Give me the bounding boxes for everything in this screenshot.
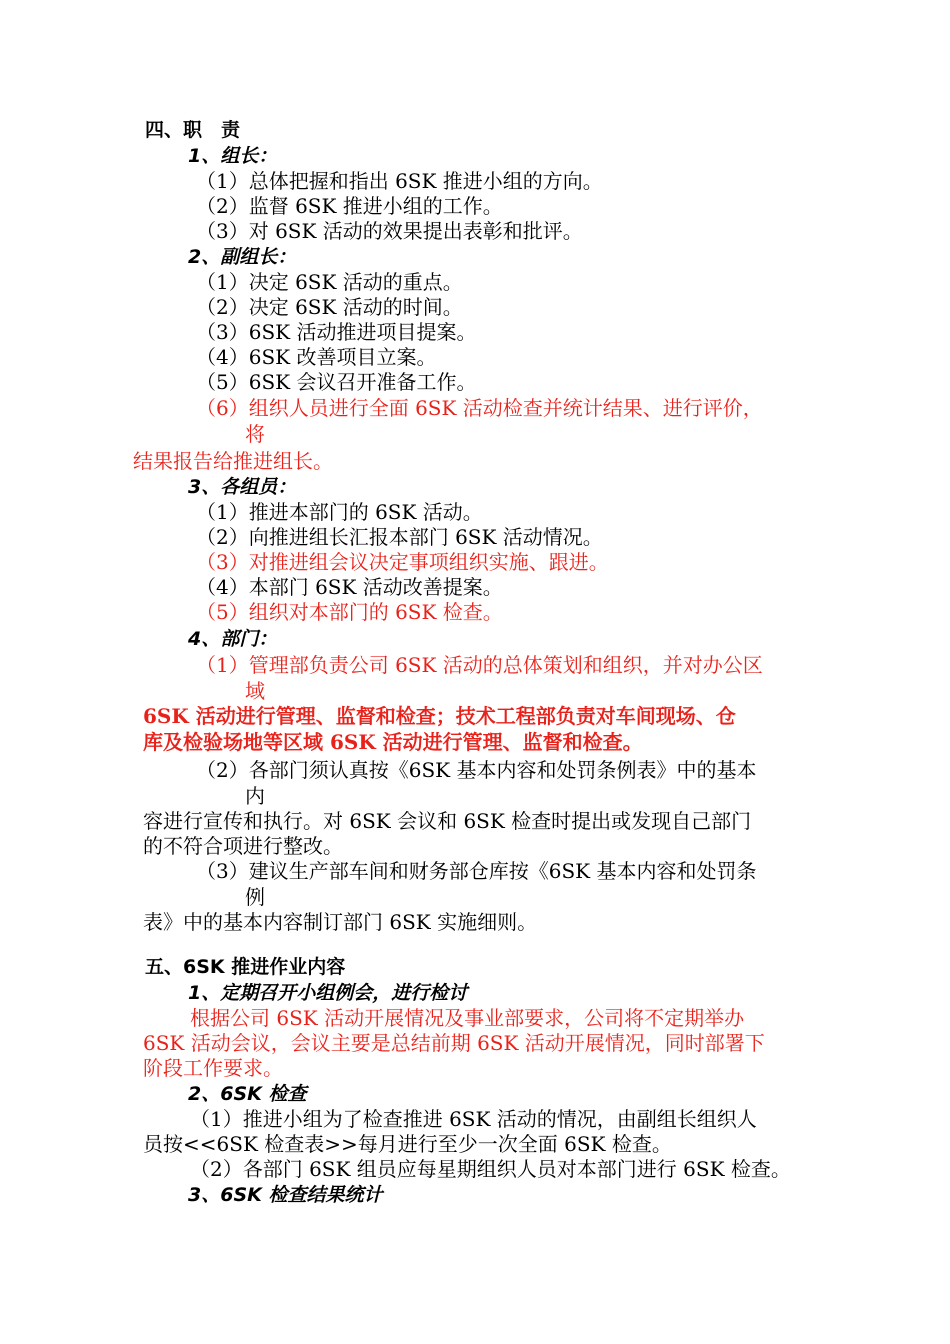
department-heading: 4、部门： — [188, 628, 278, 650]
list-item-wrap: 将 — [245, 422, 265, 446]
inspection-paragraph-1-cont: 员按<<6SK 检查表>>每月进行至少一次全面 6SK 检查。 — [143, 1132, 672, 1156]
dept-paragraph-3-wrap: 例 — [245, 885, 265, 909]
list-item-highlighted: （5）组织对本部门的 6SK 检查。 — [196, 600, 503, 624]
group-leader-heading: 1、组长： — [188, 145, 278, 167]
dept-paragraph-1: （1）管理部负责公司 6SK 活动的总体策划和组织，并对办公区 — [196, 653, 763, 677]
dept-paragraph-3-cont: 表》中的基本内容制订部门 6SK 实施细则。 — [143, 910, 538, 934]
dept-paragraph-2-cont: 的不符合项进行整改。 — [143, 834, 343, 858]
dept-paragraph-2-cont: 容进行宣传和执行。对 6SK 会议和 6SK 检查时提出或发现自己部门 — [143, 809, 752, 833]
list-item: （2）决定 6SK 活动的时间。 — [196, 295, 463, 319]
meeting-paragraph-cont: 阶段工作要求。 — [143, 1056, 283, 1080]
list-item-continuation: 结果报告给推进组长。 — [133, 449, 333, 473]
meeting-paragraph: 根据公司 6SK 活动开展情况及事业部要求，公司将不定期举办 — [190, 1006, 745, 1030]
list-item: （1）总体把握和指出 6SK 推进小组的方向。 — [196, 169, 603, 193]
inspection-paragraph-2: （2）各部门 6SK 组员应每星期组织人员对本部门进行 6SK 检查。 — [190, 1157, 791, 1181]
list-item: （2）向推进组长汇报本部门 6SK 活动情况。 — [196, 525, 603, 549]
inspection-heading: 2、6SK 检查 — [188, 1083, 307, 1105]
deputy-leader-heading: 2、副组长： — [188, 246, 297, 268]
meeting-heading: 1、定期召开小组例会，进行检讨 — [188, 982, 468, 1004]
inspection-paragraph-1: （1）推进小组为了检查推进 6SK 活动的情况，由副组长组织人 — [190, 1107, 757, 1131]
list-item-highlighted: （3）对推进组会议决定事项组织实施、跟进。 — [196, 550, 609, 574]
list-item: （3）对 6SK 活动的效果提出表彰和批评。 — [196, 219, 583, 243]
meeting-paragraph-cont: 6SK 活动会议，会议主要是总结前期 6SK 活动开展情况，同时部署下 — [143, 1031, 765, 1055]
list-item: （4）6SK 改善项目立案。 — [196, 345, 437, 369]
members-heading: 3、各组员： — [188, 476, 297, 498]
list-item: （4）本部门 6SK 活动改善提案。 — [196, 575, 503, 599]
dept-paragraph-2: （2）各部门须认真按《6SK 基本内容和处罚条例表》中的基本 — [196, 758, 757, 782]
section-5-title: 五、6SK 推进作业内容 — [145, 956, 346, 978]
list-item: （5）6SK 会议召开准备工作。 — [196, 370, 477, 394]
list-item: （3）6SK 活动推进项目提案。 — [196, 320, 477, 344]
list-item-highlighted: （6）组织人员进行全面 6SK 活动检查并统计结果、进行评价， — [196, 396, 763, 420]
list-item: （2）监督 6SK 推进小组的工作。 — [196, 194, 503, 218]
list-item: （1）决定 6SK 活动的重点。 — [196, 270, 463, 294]
inspection-stats-heading: 3、6SK 检查结果统计 — [188, 1184, 383, 1206]
dept-paragraph-1-cont: 库及检验场地等区域 6SK 活动进行管理、监督和检查。 — [143, 730, 643, 754]
dept-paragraph-1-wrap: 域 — [245, 679, 265, 703]
list-item: （1）推进本部门的 6SK 活动。 — [196, 500, 483, 524]
dept-paragraph-3: （3）建议生产部车间和财务部仓库按《6SK 基本内容和处罚条 — [196, 859, 757, 883]
section-4-title: 四、职 责 — [145, 119, 241, 141]
dept-paragraph-2-wrap: 内 — [245, 784, 265, 808]
dept-paragraph-1-cont: 6SK 活动进行管理、监督和检查；技术工程部负责对车间现场、仓 — [143, 704, 736, 728]
